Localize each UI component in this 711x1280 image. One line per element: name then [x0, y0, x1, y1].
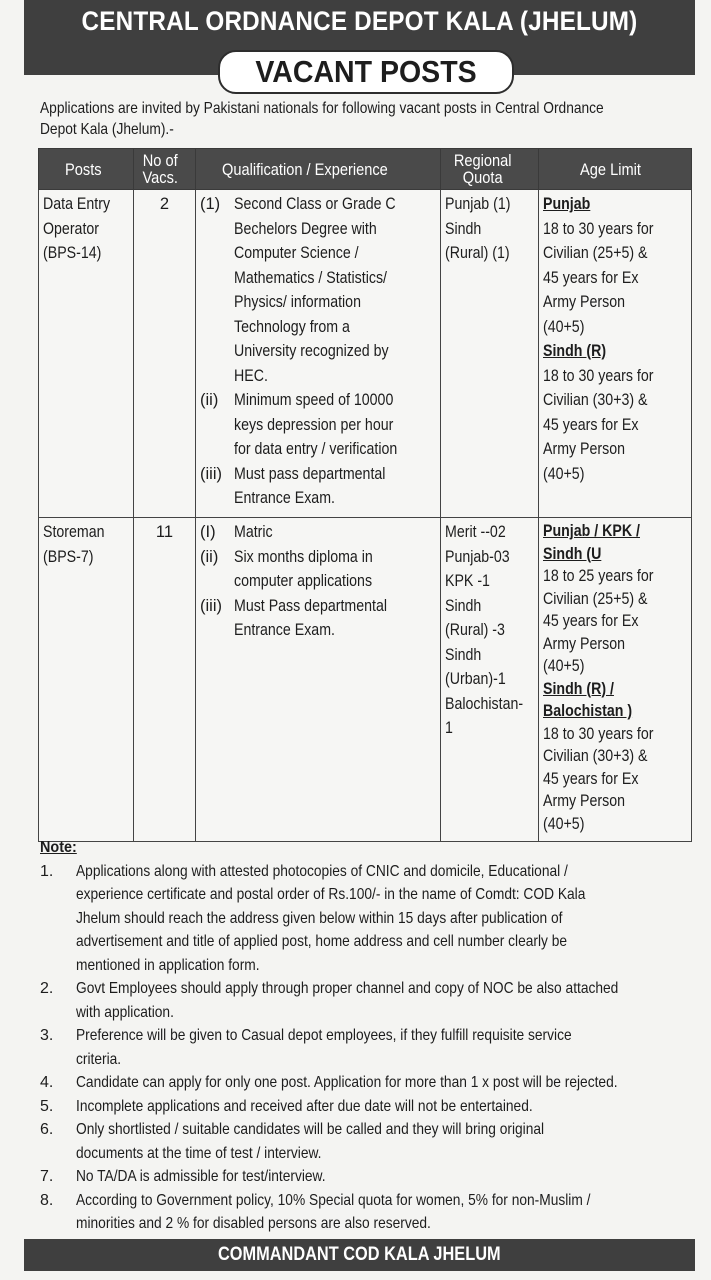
- table-row: [39, 190, 692, 518]
- qualification-item: (ii) Minimum speed of 10000 keys depression per hour for data entry / verification: [200, 391, 398, 458]
- post-cell: Storeman (BPS-7): [39, 518, 134, 842]
- table-header-row: [39, 149, 692, 190]
- commandant-signature: COMMANDANT COD KALA JHELUM: [218, 1244, 501, 1265]
- qualification-cell: [196, 518, 441, 842]
- header-age-limit: Age Limit: [539, 149, 692, 190]
- age-region-heading: Balochistan ): [543, 702, 633, 720]
- header-qualification: Qualification / Experience: [196, 149, 441, 190]
- intro-line: Applications are invited by Pakistani nationals for following vacant posts in Central Ordnance: [40, 100, 604, 117]
- qualification-item: (1) Second Class or Grade C Bechelors Degree with Computer Science / Mathematics / Statistics/ Physics/ information Technology from a University recognized by HEC.: [200, 195, 396, 385]
- vacancies-cell: 11: [134, 518, 196, 842]
- table-row: [39, 518, 692, 842]
- age-region-heading: Sindh (U: [543, 544, 602, 563]
- vacancy-table: [38, 148, 692, 842]
- age-region-heading: Sindh (R): [543, 342, 607, 360]
- note-item: 8. According to Government policy, 10% Special quota for women, 5% for non-Muslim / minorities and 2 % for disabled persons are also reserved.: [40, 1191, 591, 1232]
- header-vacancies: No of Vacs.: [134, 149, 196, 190]
- age-region-heading: Sindh (R) /: [543, 679, 614, 698]
- header-regional-quota: Regional Quota: [441, 149, 539, 190]
- note-item: 3. Preference will be given to Casual depot employees, if they fulfill requisite service criteria.: [40, 1027, 572, 1068]
- quota-cell: Punjab (1) Sindh (Rural) (1): [441, 190, 539, 518]
- note-item: 1. Applications along with attested photocopies of CNIC and domicile, Educational / experience certificate and postal order of Rs.100/- in the name of Comdt: COD Kala Jhelum should reach the address given below within 15 days after publication of advertisement and title of applied post, home address and cell number clearly be mentioned in application form.: [40, 862, 586, 974]
- age-region-heading: Punjab: [543, 195, 591, 213]
- vacant-posts-banner: [218, 50, 514, 94]
- age-limit-cell: Punjab / KPK / Sindh (U 18 to 25 years for Civilian (25+5) & 45 years for Ex Army Person (40+5) Sindh (R) / Balochistan ) 18 to 30 years for Civilian (30+3) & 45 years for Ex Army Person (40+5): [539, 518, 692, 842]
- qualification-cell: [196, 190, 441, 518]
- age-region-heading: Punjab / KPK /: [543, 522, 640, 540]
- intro-text: [40, 98, 608, 140]
- note-item: 2. Govt Employees should apply through proper channel and copy of NOC be also attached with application.: [40, 980, 619, 1021]
- age-limit-cell: Punjab 18 to 30 years for Civilian (25+5) & 45 years for Ex Army Person (40+5) Sindh (R) 18 to 30 years for Civilian (30+3) & 45 years for Ex Army Person (40+5): [539, 190, 692, 518]
- intro-line: Depot Kala (Jhelum).-: [40, 121, 174, 138]
- notes-heading: Note:: [40, 839, 77, 856]
- note-item: 6. Only shortlisted / suitable candidates will be called and they will bring original documents at the time of test / interview.: [40, 1121, 545, 1162]
- notes-section: [40, 836, 692, 1236]
- post-cell: Data Entry Operator (BPS-14): [39, 190, 134, 518]
- vacancies-cell: 2: [134, 190, 196, 518]
- qualification-item: (iii) Must Pass departmental Entrance Exam.: [200, 596, 388, 639]
- qualification-item: (ii) Six months diploma in computer applications: [200, 547, 373, 590]
- depot-title: CENTRAL ORDNANCE DEPOT KALA (JHELUM): [81, 6, 638, 36]
- quota-cell: Merit --02 Punjab-03 KPK -1 Sindh (Rural) -3 Sindh (Urban)-1 Balochistan- 1: [441, 518, 539, 842]
- vacant-posts-title: VACANT POSTS: [255, 54, 477, 89]
- qualification-item: (I) Matric: [200, 523, 273, 541]
- note-item: 7. No TA/DA is admissible for test/interview.: [40, 1168, 326, 1185]
- header-posts: Posts: [39, 149, 134, 190]
- note-item: 5. Incomplete applications and received after due date will not be entertained.: [40, 1097, 533, 1115]
- note-item: 4. Candidate can apply for only one post. Application for more than 1 x post will be rejected.: [40, 1074, 618, 1091]
- footer-signature-band: [24, 1239, 695, 1271]
- qualification-item: (iii) Must pass departmental Entrance Exam.: [200, 464, 386, 507]
